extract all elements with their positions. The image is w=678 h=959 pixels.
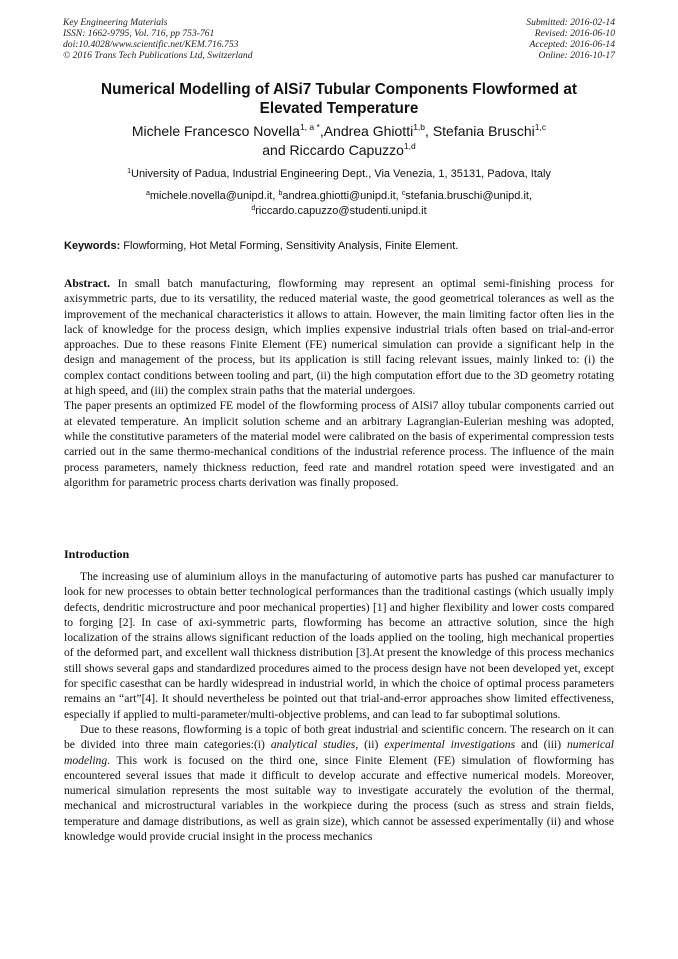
email-mark: b bbox=[278, 190, 283, 197]
author-affil-mark: 1,c bbox=[534, 122, 547, 132]
authors-line-1 bbox=[40, 122, 638, 141]
keywords-text: Flowforming, Hot Metal Forming, Sensitivity Analysis, Finite Element. bbox=[120, 240, 459, 252]
authors-line-2 bbox=[40, 141, 638, 160]
intro-emphasis: numerical modeling bbox=[64, 738, 615, 767]
author-affil-mark: 1, a * bbox=[299, 122, 320, 132]
section-heading-introduction: Introduction bbox=[64, 547, 130, 561]
author-affil-mark: 1,b bbox=[413, 122, 426, 132]
intro-emphasis: experimental investigations bbox=[384, 738, 516, 752]
abstract-paragraph bbox=[64, 276, 614, 398]
journal-issn: ISSN: 1662-9795, Vol. 716, pp 753-761 bbox=[63, 28, 215, 39]
date-online: Online: 2016-10-17 bbox=[538, 50, 615, 61]
journal-name: Key Engineering Materials bbox=[63, 17, 168, 28]
journal-doi[interactable]: doi:10.4028/www.scientific.net/KEM.716.753 bbox=[63, 39, 239, 50]
date-accepted: Accepted: 2016-06-14 bbox=[529, 39, 615, 50]
abstract-label: Abstract. bbox=[64, 277, 111, 290]
abstract-text: In small batch manufacturing, flowforming may represent an optimal semi-finishing process for axisymmetric parts, due to its versatility, the reduced material waste, the good geometrical tolerances as well as the improvement of the mechanical characteristics it allows to attain. However, the main limiting factor often lies in the lack of knowledge for the process design, which implies expensive industrial trials often based on trial-and-error approaches. Due to these reasons Finite Element (FE) numerical simulation can provide a significant help in the design and management of the process, but its application is still facing relevant issues, mainly linked to: (i) the complex contact conditions between tooling and part, (ii) the high computation effort due to the 3D geometry rotating at high speed, and (iii) the complex strain paths that the material undergoes. bbox=[64, 277, 614, 398]
title-line-1: Numerical Modelling of AlSi7 Tubular Components Flowformed at bbox=[101, 81, 577, 98]
abstract-paragraph: The paper presents an optimized FE model of the flowforming process of AlSi7 alloy tubular components carried out at elevated temperature. An implicit solution scheme and an arbitrary Lagrangian-Eulerian meshing was adopted, while the constitutive parameters of the material model were calibrated on the basis of experimental compression tests carried out in the same thermo-mechanical conditions of the industrial reference process. The influence of the main process parameters, namely thickness reduction, feed rate and mandrel rotation speed were investigated and an algorithm for parametric process charts derivation was finally proposed. bbox=[64, 399, 614, 489]
author-affil-mark: 1,d bbox=[403, 141, 416, 151]
intro-text: and (iii) bbox=[515, 738, 567, 752]
emails-line-1 bbox=[40, 189, 638, 204]
keywords-label: Keywords: bbox=[64, 240, 121, 252]
intro-text: Due to these reasons, flowforming is a topic of both great industrial and scientific concern. The research on it can be divided into three main categories:(i) bbox=[64, 722, 614, 752]
intro-emphasis: analytical studies bbox=[270, 738, 356, 752]
introduction-paragraph: The increasing use of aluminium alloys in the manufacturing of automotive parts has pushed car manufacturer to look for new processes to obtain better technological performances than the traditional castings (which usually imply defects, dendritic microstructure and poor mechanical properties) [1] and higher flexibility and lower costs compared to forging [2]. In case of axi-symmetric parts, flowforming has become an attractive solution, since the high localization of the strains allows significant reduction of the loads applied on the tooling, high mechanical properties of the deformed part, and excellent wall thickness distribution [3].At present the knowledge of this process mechanics still shows several gaps and standardized procedures aimed to the process design have not been developed yet, except for specific casesthat can be hardly widespread in industrial world, in which the choice of optimal process parameters remains an “art”[4]. It should nevertheless be pointed out that trial-and-error approaches show limited effectiveness, especially if applied to multi-parameter/multi-objective problems, and can lead to far suboptimal solutions. bbox=[64, 570, 614, 721]
email-link[interactable]: stefania.bruschi@unipd.it, bbox=[405, 190, 533, 202]
author-emails bbox=[40, 189, 638, 219]
publication-dates bbox=[526, 17, 615, 61]
paper-title bbox=[40, 80, 638, 118]
author-separator: , bbox=[319, 123, 324, 139]
abstract-section bbox=[64, 276, 614, 490]
email-mark: d bbox=[251, 205, 256, 212]
date-submitted: Submitted: 2016-02-14 bbox=[526, 17, 615, 28]
author-conjunction: and bbox=[262, 142, 290, 158]
affiliation-mark: 1 bbox=[127, 168, 131, 175]
emails-line-2 bbox=[40, 204, 638, 219]
email-link[interactable]: andrea.ghiotti@unipd.it, bbox=[282, 190, 402, 202]
date-revised: Revised: 2016-06-10 bbox=[534, 28, 615, 39]
author-name: Stefania Bruschi bbox=[432, 123, 535, 139]
email-mark: a bbox=[145, 190, 150, 197]
affiliation bbox=[40, 167, 638, 181]
author-name: Riccardo Capuzzo bbox=[289, 142, 404, 158]
title-line-2: Elevated Temperature bbox=[259, 100, 419, 117]
keywords bbox=[64, 239, 614, 253]
intro-text: , (ii) bbox=[355, 738, 385, 752]
email-link[interactable]: michele.novella@unipd.it, bbox=[149, 190, 279, 202]
journal-info bbox=[63, 17, 253, 61]
author-list bbox=[40, 122, 638, 160]
introduction-paragraph bbox=[64, 722, 614, 844]
author-name: Michele Francesco Novella bbox=[131, 123, 300, 139]
affiliation-text: University of Padua, Industrial Engineering Dept., Via Venezia, 1, 35131, Padova, Italy bbox=[131, 168, 551, 180]
introduction-section bbox=[64, 569, 614, 844]
email-mark: c bbox=[401, 190, 406, 197]
email-link[interactable]: riccardo.capuzzo@studenti.unipd.it bbox=[255, 205, 427, 217]
intro-text: . This work is focused on the third one, since Finite Element (FE) simulation of flowforming has encountered several issues that made it difficult to develop accurate and effective numerical models. Moreover, numerical simulation represents the most suitable way to investigate accurately the evolution of the thermal, mechanical and microstructural variables in the workpiece during the process (such as stress and strain fields, temperature and damage distributions, as well as grain size), which cannot be assessed experimentally (ii) and whose knowledge would provide crucial insight in the process mechanics bbox=[64, 753, 614, 844]
journal-copyright: © 2016 Trans Tech Publications Ltd, Switzerland bbox=[63, 50, 253, 61]
author-separator: , bbox=[425, 123, 433, 139]
author-name: Andrea Ghiotti bbox=[323, 123, 414, 139]
